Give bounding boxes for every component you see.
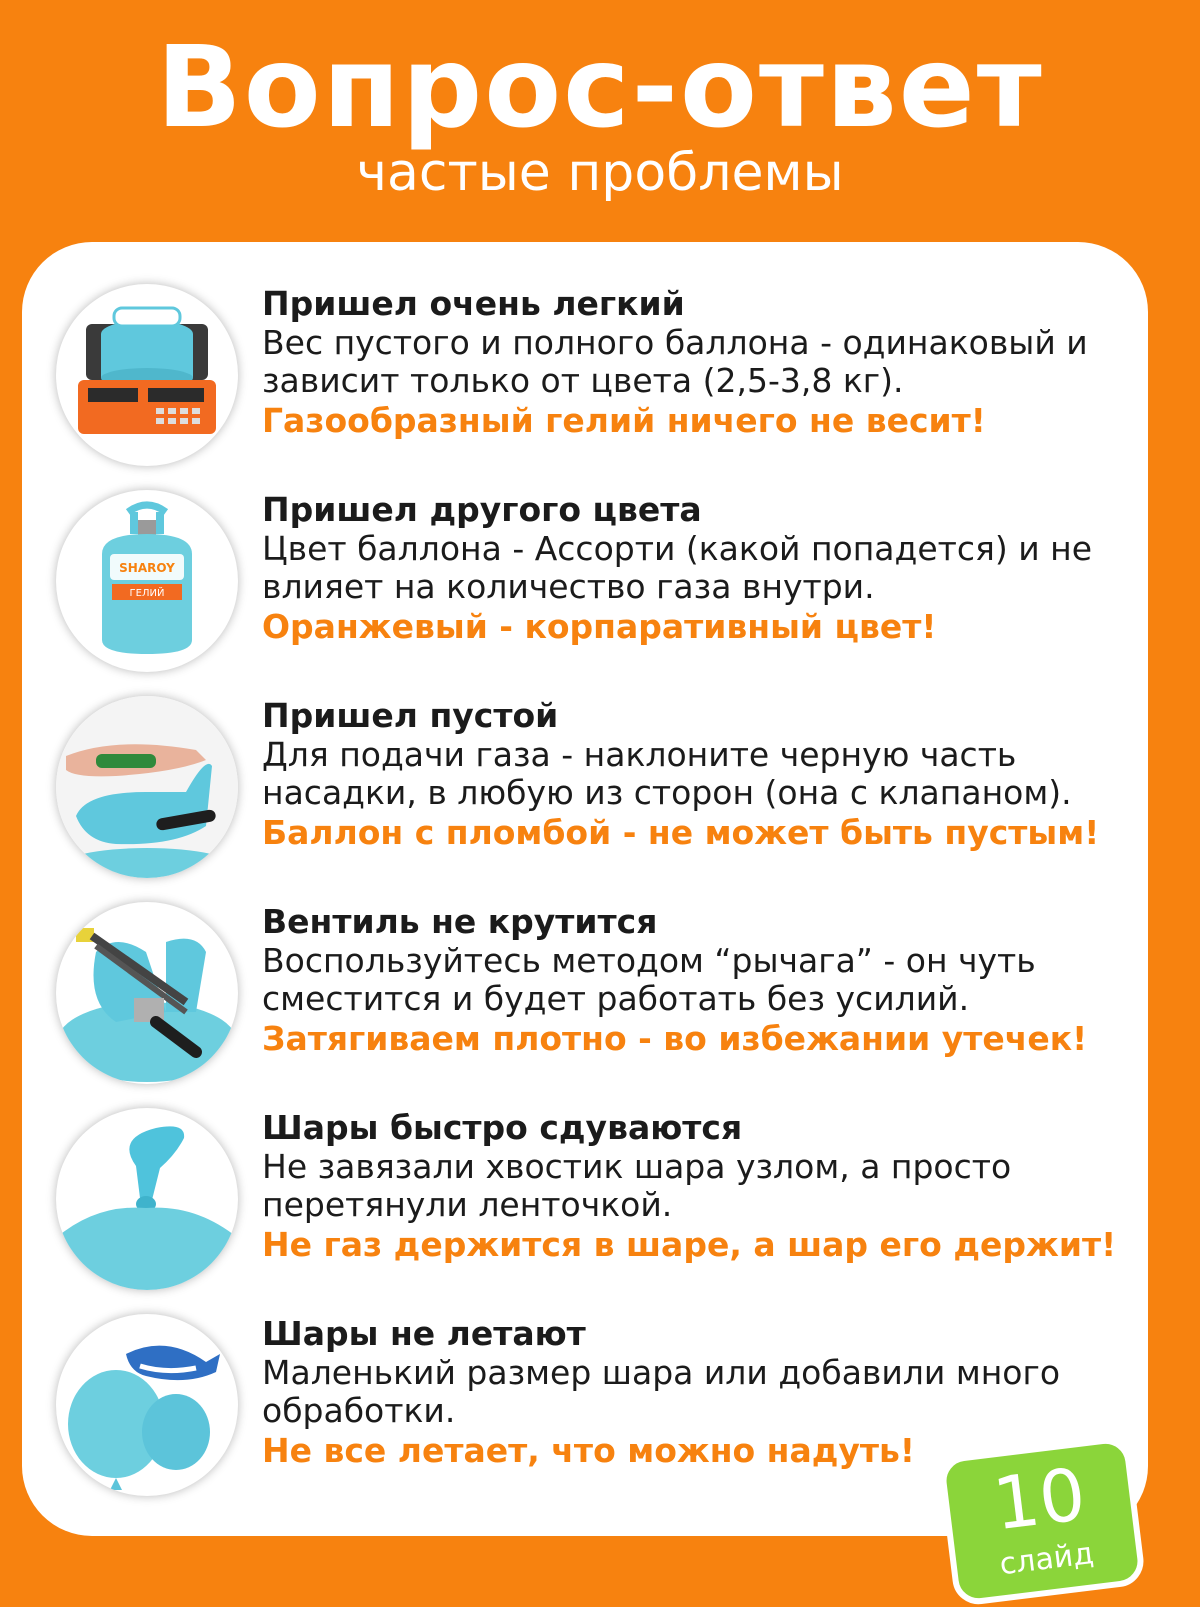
faq-item [52,490,1142,690]
faq-item [52,1108,1142,1308]
scale-with-cylinder-image [56,284,238,466]
faq-item [52,902,1142,1102]
page-title: Вопрос-ответ [156,23,1044,153]
faq-answer: Для подачи газа - наклоните черную часть насадки, в любую из сторон (она с клапаном). [262,735,1072,812]
faq-question: Пришел пустой [262,696,559,735]
faq-question: Вентиль не крутится [262,902,658,941]
page-subtitle: частые проблемы [356,143,844,203]
faq-note: Не все летает, что можно надуть! [262,1431,915,1470]
faq-question: Пришел очень легкий [262,284,685,323]
hand-nozzle-image [56,696,238,878]
valve-pliers-image [56,902,238,1084]
faq-question: Шары быстро сдуваются [262,1108,743,1147]
faq-question: Пришел другого цвета [262,490,702,529]
balloons-shark-image [56,1314,238,1496]
faq-item [52,284,1142,484]
faq-text [262,490,1142,648]
faq-answer: Вес пустого и полного баллона - одинаковый и зависит только от цвета (2,5-3,8 кг). [262,323,1088,400]
faq-note: Не газ держится в шаре, а шар его держит! [262,1225,1117,1264]
faq-answer: Цвет баллона - Ассорти (какой попадется) и не влияет на количество газа внутри. [262,529,1093,606]
faq-question: Шары не летают [262,1314,586,1353]
slide-number: 10 [988,1451,1090,1547]
slide-label: слайд [997,1536,1096,1583]
faq-text [262,696,1142,854]
faq-text [262,1108,1142,1266]
slide-badge [938,1435,1147,1607]
brand-label: SHAROY [119,561,175,575]
faq-card [22,242,1148,1536]
faq-text [262,284,1142,442]
faq-item [52,696,1142,896]
product-label: ГЕЛИЙ [129,588,165,599]
page-header [0,0,1200,240]
faq-note: Газообразный гелий ничего не весит! [262,401,986,440]
faq-answer: Воспользуйтесь методом “рычага” - он чуть сместится и будет работать без усилий. [262,941,1036,1018]
balloon-knot-image [56,1108,238,1290]
faq-answer: Маленький размер шара или добавили много обработки. [262,1353,1061,1430]
helium-cylinder-image [56,490,238,672]
faq-note: Баллон с пломбой - не может быть пустым! [262,813,1100,852]
faq-note: Оранжевый - корпаративный цвет! [262,607,937,646]
faq-text [262,902,1142,1060]
faq-answer: Не завязали хвостик шара узлом, а просто перетянули ленточкой. [262,1147,1012,1224]
faq-note: Затягиваем плотно - во избежании утечек! [262,1019,1088,1058]
